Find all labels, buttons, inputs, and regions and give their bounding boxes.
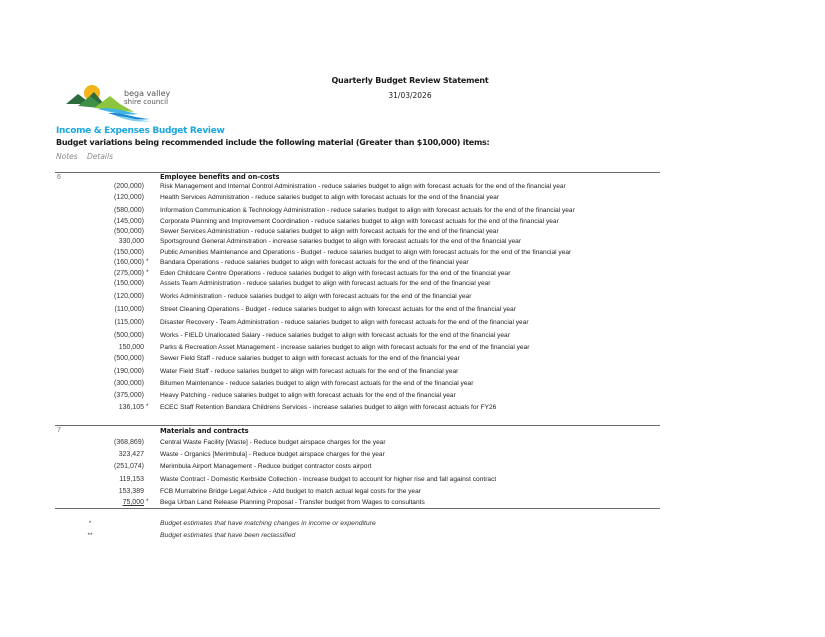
legend-text: Budget estimates that have matching changes in income or expenditure xyxy=(160,520,376,527)
variation-detail: Heavy Patching - reduce salaries budget to align with forecast actuals for the end of the financial year xyxy=(160,392,456,399)
section-title: Income & Expenses Budget Review xyxy=(56,126,225,136)
council-logo xyxy=(64,82,170,124)
variation-detail: Street Cleaning Operations - Budget - reduce salaries budget to align with forecast actuals for the end of the financial year xyxy=(160,306,516,313)
variation-amount: (120,000) xyxy=(114,293,144,300)
variation-detail: Central Waste Facility [Waste] - Reduce budget airspace charges for the year xyxy=(160,439,386,446)
report-date: 31/03/2026 xyxy=(388,91,432,100)
variation-amount: (200,000) xyxy=(114,183,144,190)
variation-detail: Disaster Recovery - Team Administration - reduce salaries budget to align with forecast actuals for the end of the financial year xyxy=(160,319,529,326)
variation-detail: Information Communication & Technology Administration - reduce salaries budget to align with forecast actuals for the end of the financial year xyxy=(160,207,575,214)
variation-detail: Assets Team Administration - reduce salaries budget to align with forecast actuals for the end of the financial year xyxy=(160,280,491,287)
variation-amount: (500,000) xyxy=(114,228,144,235)
variation-amount: (110,000) xyxy=(114,306,144,313)
note-number: 6 xyxy=(57,174,61,181)
logo-text-line1: bega valley xyxy=(124,89,170,98)
variation-detail: Works - FIELD Unallocated Salary - reduce salaries budget to align with forecast actuals for the end of the financial year xyxy=(160,332,510,339)
logo-mark-icon xyxy=(64,82,170,124)
group-heading: Materials and contracts xyxy=(160,427,249,435)
flag-marker: * xyxy=(146,403,149,410)
variation-amount: (145,000) xyxy=(114,218,144,225)
logo-text-line2: shire council xyxy=(124,98,169,106)
variation-amount: (160,000) xyxy=(114,259,144,266)
variation-detail: FCB Murrabrine Bridge Legal Advice - Add budget to match actual legal costs for the year xyxy=(160,488,421,495)
legend-symbol: * xyxy=(88,520,92,527)
variation-amount: (368,869) xyxy=(114,439,144,446)
variation-detail: Works Administration - reduce salaries budget to align with forecast actuals for the end of the financial year xyxy=(160,293,472,300)
flag-marker: * xyxy=(146,258,149,265)
variation-detail: Health Services Administration - reduce salaries budget to align with forecast actuals for the end of the financial year xyxy=(160,194,500,201)
variation-amount: (120,000) xyxy=(114,194,144,201)
column-header-notes: Notes xyxy=(56,152,78,161)
flag-marker: * xyxy=(146,498,149,505)
flag-marker: * xyxy=(146,269,149,276)
variation-detail: Bitumen Maintenance - reduce salaries budget to align with forecast actuals for the end of the financial year xyxy=(160,380,474,387)
section-divider xyxy=(55,172,660,173)
variation-detail: Sportsground General Adminstration - increase salaries budget to align with forecast actuals for the end of the financial year xyxy=(160,238,522,245)
variation-detail: Bandara Operations - reduce salaries budget to align with forecast actuals for the end of the financial year xyxy=(160,259,469,266)
variation-amount: (115,000) xyxy=(114,319,144,326)
variation-detail: Merimbula Airport Management - Reduce budget contractor costs airport xyxy=(160,463,372,470)
section-subtitle: Budget variations being recommended include the following material (Greater than $100,000) items: xyxy=(56,138,490,147)
variation-detail: Sewer Services Administration - reduce salaries budget to align with forecast actuals for the end of the financial year xyxy=(160,228,499,235)
variation-amount: 136,105 xyxy=(118,404,144,411)
variation-detail: Waste Contract - Domestic Kerbside Collection - Increase budget to account for higher rise and fall against contract xyxy=(160,476,497,483)
variation-amount: 153,389 xyxy=(118,488,144,495)
variation-amount: (190,000) xyxy=(114,368,144,375)
variation-amount: (500,000) xyxy=(114,332,144,339)
column-header-details: Details xyxy=(87,152,114,161)
section-divider xyxy=(55,425,660,426)
variation-amount: 330,000 xyxy=(118,238,144,245)
variation-amount: (150,000) xyxy=(114,249,144,256)
group-heading: Employee benefits and on-costs xyxy=(160,173,280,181)
variation-detail: Waste - Organics [Merimbula] - Reduce budget airspace charges for the year xyxy=(160,451,385,458)
variation-detail: Water Field Staff - reduce salaries budget to align with forecast actuals for the end of the financial year xyxy=(160,368,459,375)
variation-amount: (375,000) xyxy=(114,392,144,399)
variation-amount: 323,427 xyxy=(118,451,144,458)
variation-detail: Parks & Recreation Asset Management - increase salaries budget to align with forecast actuals for the end of the financial year xyxy=(160,344,530,351)
variation-detail: Sewer Field Staff - reduce salaries budget to align with forecast actuals for the end of the financial year xyxy=(160,355,460,362)
table-bottom-rule xyxy=(55,508,660,509)
variation-amount: (275,000) xyxy=(114,270,144,277)
variation-amount: (580,000) xyxy=(114,207,144,214)
report-title: Quarterly Budget Review Statement xyxy=(331,76,489,85)
variation-amount: (251,074) xyxy=(114,463,144,470)
variation-detail: Eden Childcare Centre Operations - reduce salaries budget to align with forecast actuals for the end of the financial year xyxy=(160,270,511,277)
variation-detail: Corporate Planning and Improvement Coordination - reduce salaries budget to align with forecast actuals for the end of the financial year xyxy=(160,218,559,225)
variation-detail: Risk Management and Internal Control Administration - reduce salaries budget to align with forecast actuals for the end of the financial year xyxy=(160,183,566,190)
variation-detail: Bega Urban Land Release Planning Proposal - Transfer budget from Wages to consultants xyxy=(160,499,425,506)
variation-amount: (300,000) xyxy=(114,380,144,387)
legend-text: Budget estimates that have been reclassified xyxy=(160,532,296,539)
variation-amount: 150,000 xyxy=(118,344,144,351)
variation-detail: Public Amenities Maintenance and Operations - Budget - reduce salaries budget to align with forecast actuals for the end of the financial year xyxy=(160,249,572,256)
variation-detail: ECEC Staff Retention Bandara Childrens Services - increase salaries budget to align with forecast actuals for FY26 xyxy=(160,404,497,411)
variation-amount: 119,153 xyxy=(119,476,144,483)
note-number: 7 xyxy=(57,427,61,434)
variation-amount: (150,000) xyxy=(114,280,144,287)
legend-symbol: ** xyxy=(87,532,93,539)
variation-amount: (500,000) xyxy=(114,355,144,362)
variation-amount: 75,000 xyxy=(122,499,144,506)
